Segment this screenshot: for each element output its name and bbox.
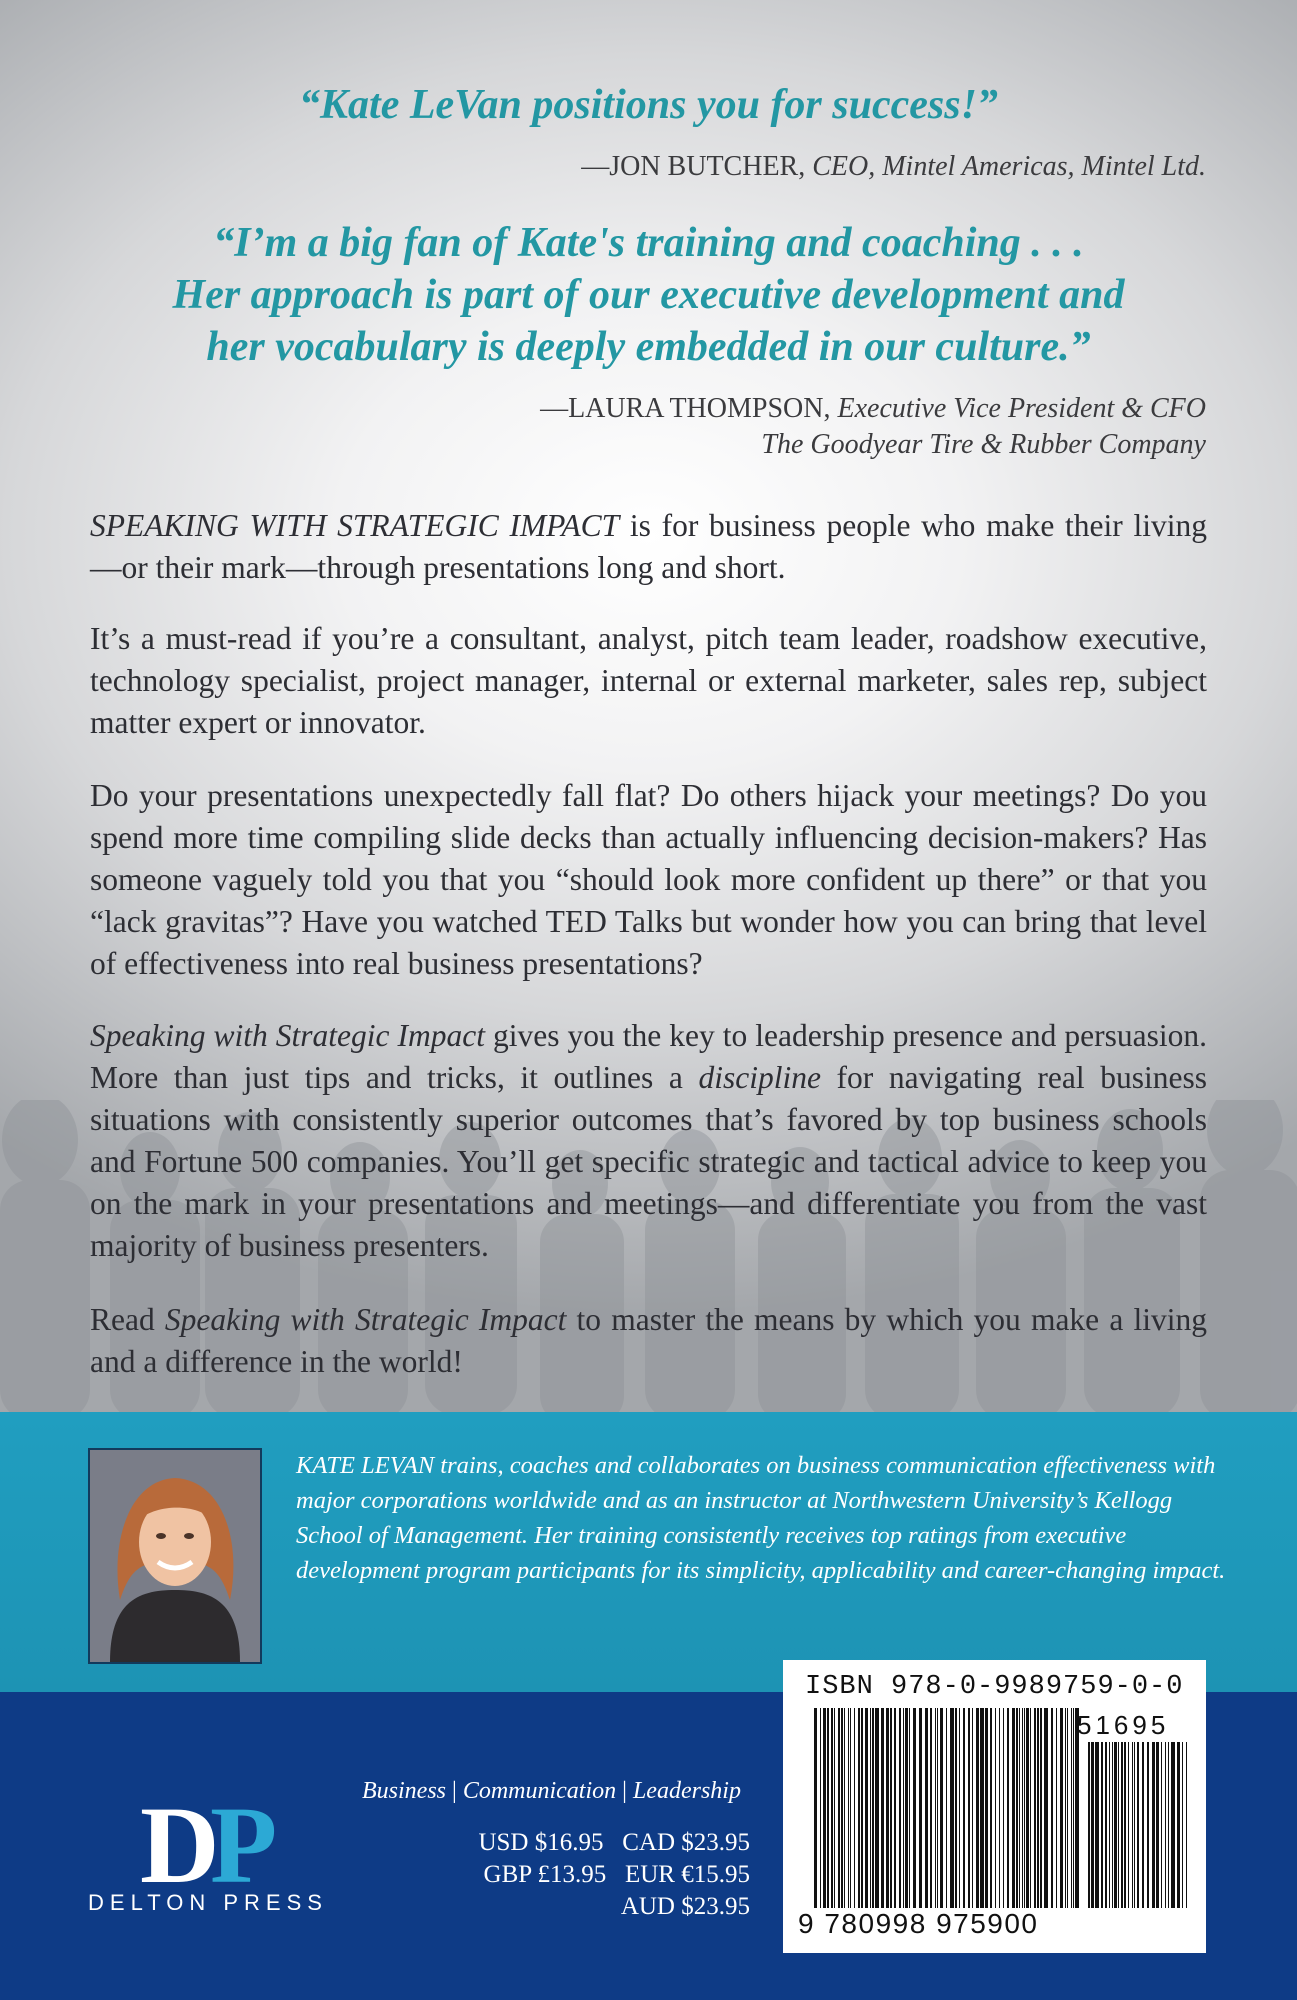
categories bbox=[362, 1778, 741, 1805]
category: Communication bbox=[462, 1778, 617, 1804]
barcode-bar bbox=[1165, 1742, 1166, 1908]
barcode-bar bbox=[946, 1708, 947, 1908]
barcode-bar bbox=[899, 1708, 901, 1908]
barcode-bar bbox=[968, 1708, 970, 1908]
barcode-bar bbox=[1067, 1708, 1068, 1908]
paragraph-text: Read bbox=[90, 1302, 165, 1337]
publisher-logo-d: D bbox=[140, 1784, 220, 1906]
barcode-bar bbox=[870, 1708, 871, 1908]
barcode-bar bbox=[1037, 1708, 1039, 1908]
barcode-bar bbox=[894, 1708, 896, 1908]
book-title: Speaking with Strategic Impact bbox=[164, 1302, 567, 1337]
barcode-bar bbox=[1177, 1742, 1180, 1908]
barcode-bar bbox=[848, 1708, 849, 1908]
barcode-bar bbox=[1026, 1708, 1029, 1908]
barcode-addon-icon bbox=[1086, 1742, 1190, 1908]
barcode-bar bbox=[823, 1708, 826, 1908]
barcode-bar bbox=[865, 1708, 868, 1908]
barcode-bar bbox=[1112, 1742, 1113, 1908]
barcode-bar bbox=[1147, 1742, 1149, 1908]
barcode-bar bbox=[1024, 1708, 1025, 1908]
barcode-bar bbox=[940, 1708, 943, 1908]
book-title: SPEAKING WITH STRATEGIC IMPACT bbox=[90, 508, 620, 543]
barcode-bar bbox=[963, 1708, 965, 1908]
barcode-bar bbox=[985, 1708, 988, 1908]
paragraph-text: for navigating real business situations with consistently superior outcomes that’s favored by top business schools and Fortune 500 companies. You’ll get specific strategic and tactical advice to keep you on the mark in your presentations and meetings—and differentiate you from the vast majority of business presenters. bbox=[90, 1060, 1207, 1263]
barcode-bar bbox=[858, 1708, 860, 1908]
book-title: Speaking with Strategic Impact bbox=[90, 1018, 485, 1053]
price-line: USD $16.95 CAD $23.95 bbox=[478, 1829, 750, 1856]
barcode-bar bbox=[1109, 1742, 1110, 1908]
quote-2-company-text: The Goodyear Tire & Rubber Company bbox=[761, 429, 1206, 460]
barcode-bar bbox=[1134, 1742, 1135, 1908]
barcode-bar bbox=[827, 1708, 829, 1908]
barcode-bar bbox=[1132, 1742, 1133, 1908]
quote-2-title: Executive Vice President & CFO bbox=[837, 393, 1206, 424]
publisher-logo-p: P bbox=[210, 1784, 278, 1906]
barcode-bar bbox=[1156, 1742, 1159, 1908]
barcode-bar bbox=[1040, 1708, 1042, 1908]
barcode-bar bbox=[955, 1708, 957, 1908]
barcode-bar bbox=[886, 1708, 889, 1908]
barcode-bar bbox=[903, 1708, 904, 1908]
barcode-bar bbox=[1030, 1708, 1031, 1908]
quote-1-text: “Kate LeVan positions you for success!” bbox=[299, 82, 998, 128]
emphasis: discipline bbox=[698, 1060, 821, 1095]
barcode-bar bbox=[834, 1708, 835, 1908]
barcode-bar bbox=[890, 1708, 892, 1908]
category-separator: | bbox=[622, 1778, 627, 1804]
barcode-bar bbox=[972, 1708, 973, 1908]
barcode-bar bbox=[1034, 1708, 1036, 1908]
barcode-bar bbox=[937, 1708, 938, 1908]
barcode-bar bbox=[872, 1708, 874, 1908]
barcode-bar bbox=[1003, 1708, 1004, 1908]
category: Business bbox=[362, 1778, 446, 1804]
barcode-bar bbox=[1114, 1742, 1117, 1908]
quote-2-line: Her approach is part of our executive development and bbox=[172, 272, 1125, 318]
barcode-bar bbox=[1007, 1708, 1009, 1908]
quote-2-line: her vocabulary is deeply embedded in our culture.” bbox=[206, 324, 1091, 370]
category-separator: | bbox=[452, 1778, 457, 1804]
barcode-bar bbox=[1137, 1742, 1139, 1908]
barcode-bar bbox=[814, 1708, 817, 1908]
quote-2-company bbox=[761, 428, 1206, 462]
description-paragraph-4 bbox=[90, 1015, 1207, 1267]
barcode-bar bbox=[1022, 1708, 1023, 1908]
quote-2-name: —LAURA THOMPSON, bbox=[540, 393, 838, 424]
quote-1-title: CEO, Mintel Americas, Mintel Ltd. bbox=[812, 151, 1206, 182]
barcode-bar bbox=[959, 1708, 960, 1908]
barcode-bar bbox=[905, 1708, 908, 1908]
barcode-bar bbox=[1095, 1742, 1099, 1908]
paragraph-text: gives you the key to leadership presence and persuasion. More than just tips and tricks, it outlines a bbox=[90, 1018, 1207, 1095]
barcode-bar bbox=[950, 1708, 954, 1908]
publisher-name: DELTON PRESS bbox=[88, 1890, 328, 1915]
barcode-bar bbox=[1060, 1708, 1063, 1908]
barcode-bar bbox=[844, 1708, 845, 1908]
barcode-bar bbox=[875, 1708, 879, 1908]
barcode-bar bbox=[1101, 1742, 1103, 1908]
barcode-addon-digits: 51695 bbox=[1077, 1710, 1170, 1740]
barcode-bar bbox=[995, 1708, 996, 1908]
barcode-bar bbox=[820, 1708, 821, 1908]
description-paragraph-3: Do your presentations unexpectedly fall flat? Do others hijack your meetings? Do you spend more time compiling slide decks than actually influencing decision-makers? Has someone vaguely told you that you “should look more confident up there” or that you “lack gravitas”? Have you watched TED Talks but wonder how you can bring that level of effectiveness into real business presentations? bbox=[90, 778, 1207, 981]
barcode-bar bbox=[913, 1708, 916, 1908]
barcode-bar bbox=[925, 1708, 928, 1908]
paragraph-text: is for business people who make their living—or their mark—through presentations long and short. bbox=[90, 508, 1207, 585]
barcode-bar bbox=[919, 1708, 922, 1908]
price-line: AUD $23.95 bbox=[620, 1893, 750, 1920]
author-portrait-icon bbox=[90, 1450, 260, 1662]
barcode-bar bbox=[990, 1708, 992, 1908]
quote-1-attribution bbox=[581, 150, 1206, 184]
barcode-bar bbox=[930, 1708, 932, 1908]
barcode-bar bbox=[1124, 1742, 1126, 1908]
barcode-bar bbox=[831, 1708, 833, 1908]
barcode-bar bbox=[1073, 1708, 1074, 1908]
barcode-bar bbox=[1065, 1708, 1066, 1908]
paragraph-text: to master the means by which you make a living and a difference in the world! bbox=[90, 1302, 1207, 1379]
barcode-bar bbox=[1118, 1742, 1119, 1908]
quote-2-text bbox=[0, 217, 1297, 373]
barcode-bar bbox=[1088, 1742, 1090, 1908]
barcode-bar bbox=[1161, 1742, 1162, 1908]
barcode-bar bbox=[850, 1708, 851, 1908]
isbn-label: ISBN 978-0-9989759-0-0 bbox=[805, 1672, 1184, 1702]
barcode-bar bbox=[1168, 1742, 1169, 1908]
barcode-bar bbox=[976, 1708, 979, 1908]
barcode-bar bbox=[1091, 1742, 1094, 1908]
barcode-bar bbox=[1019, 1708, 1020, 1908]
barcode-bar bbox=[909, 1708, 910, 1908]
barcode-bar bbox=[861, 1708, 863, 1908]
author-bio: KATE LEVAN trains, coaches and collaborates on business communication effectiveness with major corporations worldwide and as an instructor at Northwestern University’s Kellogg School of Management. Her training consistently receives top ratings from executive development program participants for its simplicity, applicability and career-changing impact. bbox=[296, 1452, 1226, 1584]
description-paragraph-5 bbox=[90, 1299, 1207, 1383]
description-paragraph-1 bbox=[90, 505, 1207, 589]
barcode-bar bbox=[841, 1708, 843, 1908]
quote-2-attribution bbox=[540, 392, 1206, 426]
barcode-ean-digits: 9 780998 975900 bbox=[798, 1908, 1039, 1939]
price-line: GBP £13.95 EUR €15.95 bbox=[483, 1861, 750, 1888]
barcode-bar bbox=[999, 1708, 1000, 1908]
barcode-bar bbox=[1171, 1742, 1175, 1908]
barcode-bar bbox=[935, 1708, 936, 1908]
barcode-bar bbox=[1121, 1742, 1123, 1908]
description-paragraph-2: It’s a must-read if you’re a consultant, analyst, pitch team leader, roadshow executive, technology specialist, project manager, internal or external marketer, sales rep, subject matter expert or innovator. bbox=[90, 621, 1207, 740]
barcode-bar bbox=[1128, 1742, 1129, 1908]
barcode-bar bbox=[1016, 1708, 1018, 1908]
barcode-bar bbox=[1044, 1708, 1048, 1908]
barcode-bar bbox=[1051, 1708, 1053, 1908]
category: Leadership bbox=[632, 1778, 741, 1804]
barcode-bar bbox=[1056, 1708, 1057, 1908]
barcode-icon bbox=[812, 1708, 1082, 1908]
barcode-bar bbox=[881, 1708, 884, 1908]
barcode-bar bbox=[980, 1708, 984, 1908]
barcode-bar bbox=[838, 1708, 840, 1908]
quote-1-name: —JON BUTCHER, bbox=[581, 151, 813, 182]
barcode-bar bbox=[1142, 1742, 1144, 1908]
barcode-bar bbox=[1105, 1742, 1107, 1908]
quote-2-line: “I’m a big fan of Kate's training and coaching . . . bbox=[213, 220, 1084, 266]
barcode-bar bbox=[1186, 1742, 1187, 1908]
barcode-bar bbox=[854, 1708, 855, 1908]
author-photo bbox=[88, 1448, 262, 1664]
barcode-bar bbox=[1012, 1708, 1015, 1908]
barcode-bar bbox=[1182, 1742, 1183, 1908]
barcode-bar bbox=[1152, 1742, 1155, 1908]
barcode-bar bbox=[1071, 1708, 1072, 1908]
